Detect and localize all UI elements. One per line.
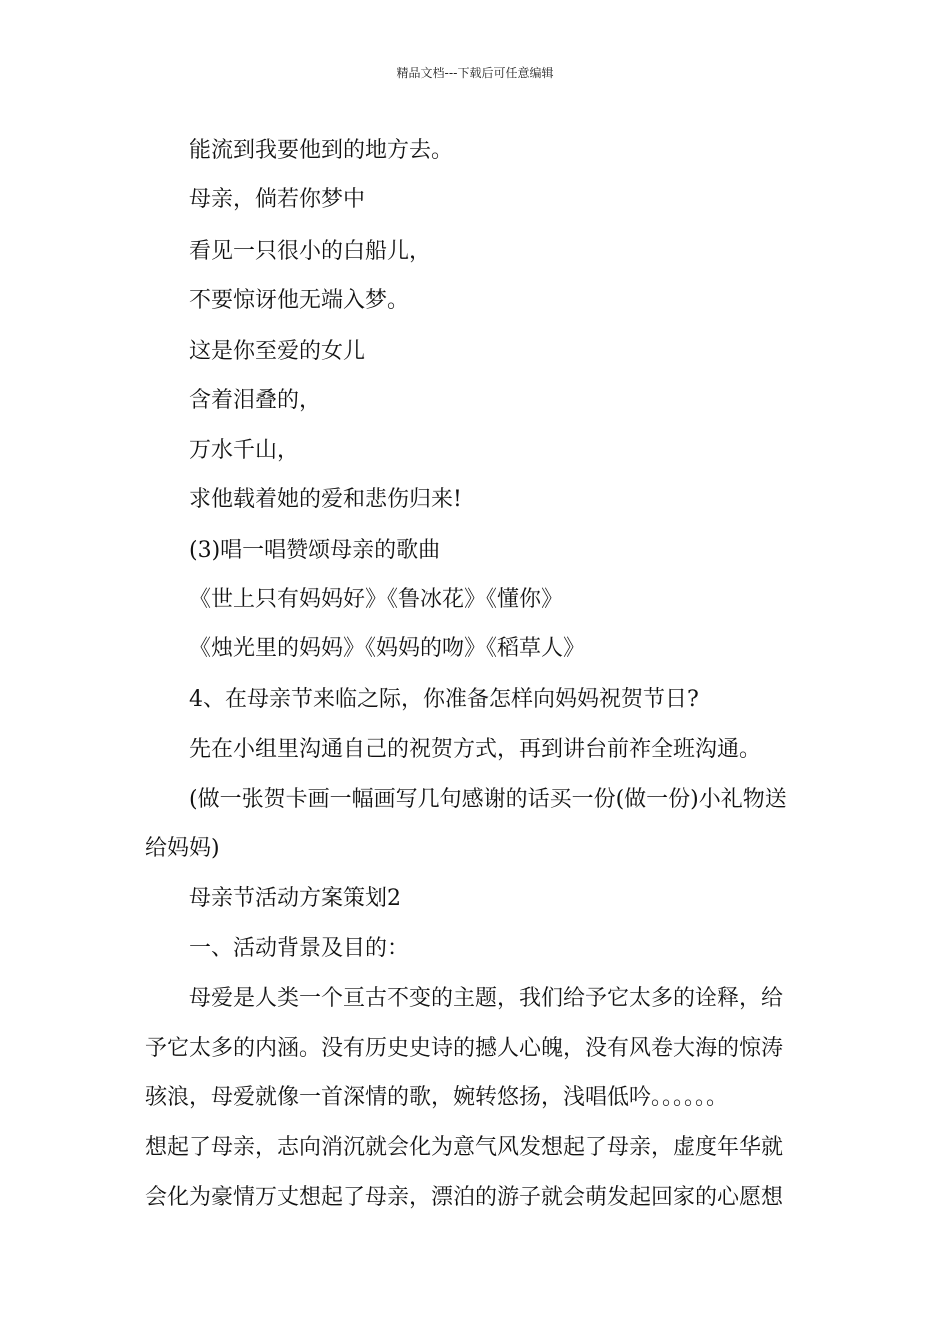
text-line: 骇浪，母爱就像一首深情的歌，婉转悠扬，浅唱低吟。。。。。。 bbox=[145, 1085, 729, 1110]
text-line: (做一张贺卡画一幅画写几句感谢的话买一份(做一份)小礼物送 bbox=[189, 787, 787, 812]
text-line: 给妈妈) bbox=[145, 836, 220, 861]
text-line: 含着泪叠的， bbox=[189, 388, 322, 413]
section-title: 母亲节活动方案策划2 bbox=[189, 886, 401, 911]
text-line: 看见一只很小的白船儿， bbox=[189, 239, 432, 264]
text-line: 母爱是人类一个亘古不变的主题，我们给予它太多的诠释，给 bbox=[189, 986, 784, 1011]
text-line: 这是你至爱的女儿 bbox=[189, 339, 366, 364]
text-line: (3)唱一唱赞颂母亲的歌曲 bbox=[189, 538, 441, 563]
section-heading: 一、活动背景及目的： bbox=[189, 936, 410, 961]
text-line: 万水千山， bbox=[189, 438, 300, 463]
text-line: 《世上只有妈妈好》《鲁冰花》《懂你》 bbox=[189, 587, 564, 612]
text-line: 《烛光里的妈妈》《妈妈的吻》《稻草人》 bbox=[189, 636, 586, 661]
text-line: 4、在母亲节来临之际，你准备怎样向妈妈祝贺节日? bbox=[189, 687, 699, 712]
text-line: 先在小组里沟通自己的祝贺方式，再到讲台前祚全班沟通。 bbox=[189, 737, 762, 762]
page-header: 精品文档---下载后可任意编辑 bbox=[396, 66, 554, 80]
text-line: 会化为豪情万丈想起了母亲，漂泊的游子就会萌发起回家的心愿想 bbox=[145, 1185, 784, 1210]
text-line: 想起了母亲，志向消沉就会化为意气风发想起了母亲，虚度年华就 bbox=[145, 1135, 784, 1160]
text-line: 予它太多的内涵。没有历史史诗的撼人心魄，没有风卷大海的惊涛 bbox=[145, 1036, 784, 1061]
text-line: 母亲，倘若你梦中 bbox=[189, 187, 366, 212]
text-line: 能流到我要他到的地方去。 bbox=[189, 138, 454, 163]
text-line: 求他载着她的爱和悲伤归来! bbox=[189, 487, 462, 512]
text-line: 不要惊讶他无端入梦。 bbox=[189, 288, 410, 313]
